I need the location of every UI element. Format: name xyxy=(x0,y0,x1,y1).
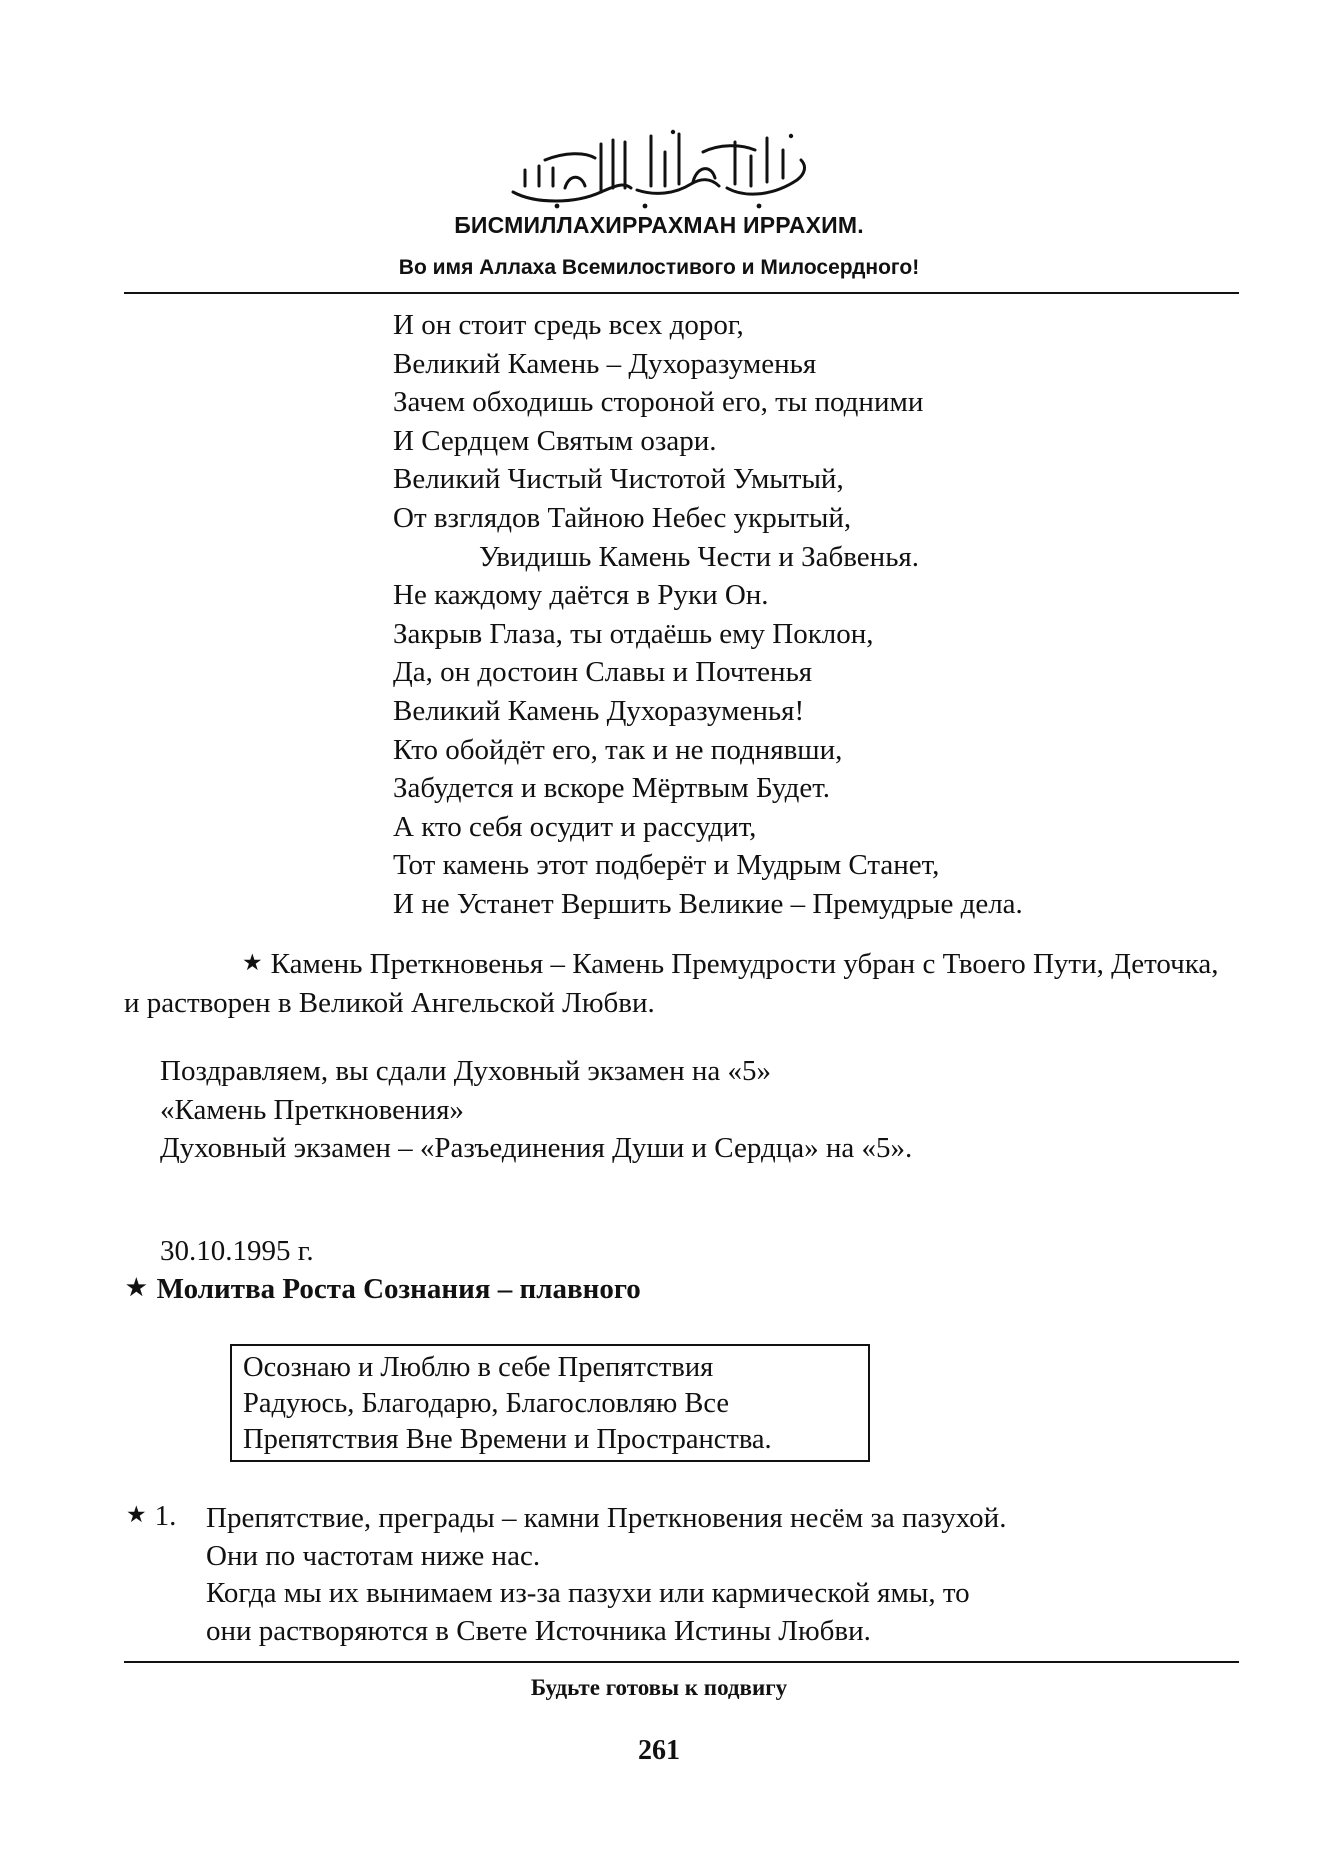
header-divider xyxy=(124,292,1239,294)
star-icon: ★ xyxy=(126,1502,147,1527)
poem-line: И не Устанет Вершить Великие – Премудрые дела. xyxy=(393,887,1023,920)
item-line: Препятствие, преграды – камни Преткновения несём за пазухой. xyxy=(206,1502,1007,1534)
prayer-title xyxy=(126,1273,641,1306)
entry-date: 30.10.1995 г. xyxy=(160,1235,314,1267)
item-number: 1. xyxy=(154,1500,177,1532)
item-line: Когда мы их вынимаем из-за пазухи или кармической ямы, то xyxy=(206,1577,970,1609)
item-line: Они по частотам ниже нас. xyxy=(206,1539,541,1572)
poem-line: Да, он достоин Славы и Почтенья xyxy=(393,656,813,689)
page-number: 261 xyxy=(638,1735,680,1766)
poem-line: Великий Камень Духоразуменья! xyxy=(393,694,805,727)
poem-line: Увидишь Камень Чести и Забвенья. xyxy=(479,540,920,573)
poem-line: Тот камень этот подберёт и Мудрым Станет, xyxy=(393,849,940,882)
poem-line: Закрыв Глаза, ты отдаёшь ему Поклон, xyxy=(393,617,874,650)
poem-line: Великий Камень – Духоразуменья xyxy=(393,347,817,380)
poem-line: Зачем обходишь стороной его, ты подними xyxy=(393,386,924,419)
bismillah-translation: Во имя Аллаха Всемилостивого и Милосердного! xyxy=(398,256,920,279)
footer-title: Будьте готовы к подвигу xyxy=(530,1675,788,1700)
congrats-line: Поздравляем, вы сдали Духовный экзамен на «5» xyxy=(160,1055,772,1087)
arabic-bismillah-calligraphy-icon xyxy=(505,122,815,214)
poem-line: Не каждому даётся в Руки Он. xyxy=(393,579,769,612)
prayer-line: Препятствия Вне Времени и Пространства. xyxy=(243,1424,772,1455)
bismillah-title: БИСМИЛЛАХИРРАХМАН ИРРАХИМ. xyxy=(454,212,864,238)
item-text xyxy=(206,1500,1006,1650)
poem-line: Кто обойдёт его, так и не поднявши, xyxy=(393,733,843,766)
prayer-line: Осознаю и Люблю в себе Препятствия xyxy=(243,1352,714,1383)
prayer-line: Радуюсь, Благодарю, Благословляю Все xyxy=(243,1388,730,1419)
star-icon: ★ xyxy=(126,1275,147,1300)
poem-line: И Сердцем Святым озари. xyxy=(393,424,717,457)
poem-line: Забудется и вскоре Мёртвым Будет. xyxy=(393,772,830,805)
prayer-box xyxy=(230,1344,870,1462)
congrats-line: Духовный экзамен – «Разъединения Души и Сердца» на «5». xyxy=(160,1132,913,1164)
footer-divider xyxy=(124,1661,1239,1663)
note-paragraph xyxy=(124,943,1239,1023)
poem-line: А кто себя осудит и рассудит, xyxy=(393,810,757,843)
congratulations xyxy=(160,1052,912,1168)
poem-line: От взглядов Тайною Небес укрытый, xyxy=(393,501,852,534)
prayer-title-text: Молитва Роста Сознания – плавного xyxy=(156,1273,641,1305)
congrats-line: «Камень Преткновения» xyxy=(160,1093,464,1126)
item-line: они растворяются в Свете Источника Истины Любви. xyxy=(206,1614,871,1647)
item-marker xyxy=(126,1500,176,1533)
star-icon: ★ xyxy=(242,950,263,975)
note-text: Камень Преткновенья – Камень Премудрости убран с Твоего Пути, Деточка, и растворен в Великой Ангельской Любви. xyxy=(124,948,1219,1019)
poem-line: Великий Чистый Чистотой Умытый, xyxy=(393,463,844,496)
poem xyxy=(393,306,1023,924)
poem-line: И он стоит средь всех дорог, xyxy=(393,309,744,341)
